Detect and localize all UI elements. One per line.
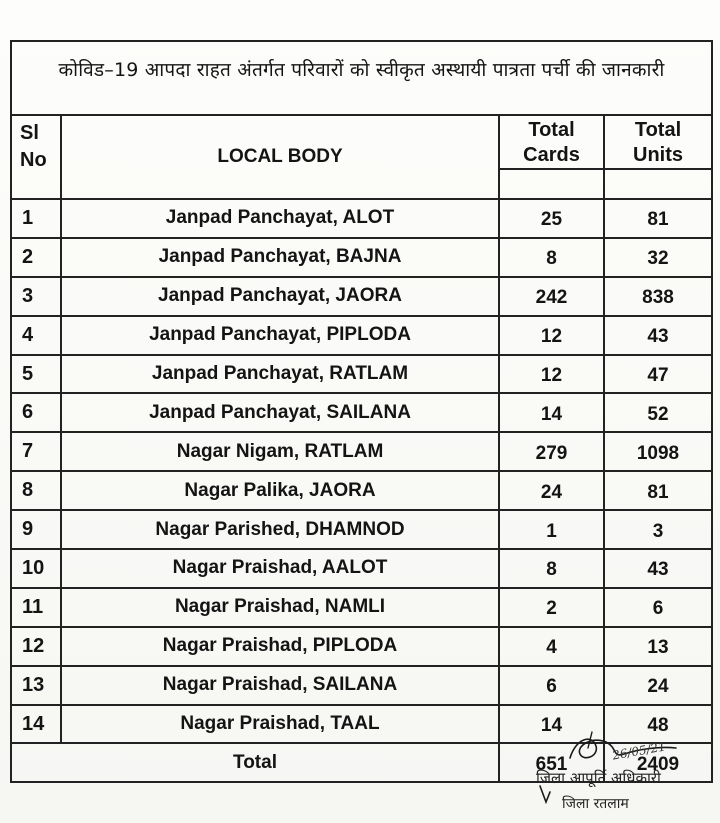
cell-units: 838: [604, 277, 711, 316]
table-row: [12, 510, 711, 549]
table-row: [12, 277, 711, 316]
cell-units: 6: [604, 588, 711, 627]
header-sl-no: [12, 116, 61, 199]
table-row: [12, 432, 711, 471]
cell-local-body: Nagar Palika, JAORA: [61, 471, 499, 510]
cell-local-body: Janpad Panchayat, ALOT: [61, 199, 499, 238]
table-row: [12, 393, 711, 432]
cell-local-body: Janpad Panchayat, BAJNA: [61, 238, 499, 277]
header-sl-line2: No: [20, 149, 47, 171]
cell-cards: 242: [499, 277, 604, 316]
table-row: [12, 355, 711, 394]
table-row: [12, 627, 711, 666]
cell-units: 43: [604, 316, 711, 355]
cell-cards: 8: [499, 238, 604, 277]
cell-local-body: Nagar Parished, DHAMNOD: [61, 510, 499, 549]
cell-cards: 8: [499, 549, 604, 588]
header-total-cards: [499, 116, 604, 199]
cell-units: 3: [604, 510, 711, 549]
total-label: Total: [12, 743, 499, 781]
cell-local-body: Janpad Panchayat, JAORA: [61, 277, 499, 316]
total-units: 2409: [604, 743, 711, 781]
signature-office: जिला रतलाम: [562, 796, 629, 812]
cell-local-body: Janpad Panchayat, PIPLODA: [61, 316, 499, 355]
cell-cards: 12: [499, 316, 604, 355]
cell-sl: 13: [12, 666, 61, 705]
header-units-line1: Total: [634, 119, 682, 141]
header-cards-line1: Total: [528, 119, 575, 141]
table-row: [12, 199, 711, 238]
cell-sl: 2: [12, 238, 61, 277]
cell-sl: 1: [12, 199, 61, 238]
cell-units: 13: [604, 627, 711, 666]
cell-sl: 9: [12, 510, 61, 549]
table-row: [12, 238, 711, 277]
cell-local-body: Nagar Praishad, AALOT: [61, 549, 499, 588]
signature-designation: जिला आपूर्ति अधिकारी: [536, 769, 661, 787]
local-body-table: [12, 116, 711, 781]
cell-cards: 6: [499, 666, 604, 705]
signature-block: [500, 728, 700, 818]
table-row: [12, 549, 711, 588]
cell-cards: 24: [499, 471, 604, 510]
data-table-container: [10, 40, 713, 783]
cell-sl: 4: [12, 316, 61, 355]
table-row: [12, 471, 711, 510]
cell-local-body: Nagar Praishad, SAILANA: [61, 666, 499, 705]
cell-units: 81: [604, 199, 711, 238]
table-row: [12, 316, 711, 355]
header-units-line2: Units: [633, 144, 683, 166]
cell-cards: 2: [499, 588, 604, 627]
cell-units: 24: [604, 666, 711, 705]
cell-sl: 6: [12, 393, 61, 432]
cell-sl: 8: [12, 471, 61, 510]
signature-date: 26/05/21: [611, 739, 667, 763]
cell-local-body: Nagar Praishad, NAMLI: [61, 588, 499, 627]
document-title: कोविड–19 आपदा राहत अंतर्गत परिवारों को स्वीकृत अस्थायी पात्रता पर्ची की जानकारी: [12, 42, 711, 116]
cell-units: 32: [604, 238, 711, 277]
header-cards-line2: Cards: [523, 144, 580, 166]
cell-units: 1098: [604, 432, 711, 471]
table-row: [12, 588, 711, 627]
cell-units: 81: [604, 471, 711, 510]
cell-sl: 12: [12, 627, 61, 666]
cell-sl: 11: [12, 588, 61, 627]
cell-cards: 14: [499, 705, 604, 744]
cell-sl: 7: [12, 432, 61, 471]
cell-local-body: Janpad Panchayat, SAILANA: [61, 393, 499, 432]
cell-units: 43: [604, 549, 711, 588]
cell-local-body: Nagar Praishad, PIPLODA: [61, 627, 499, 666]
header-total-units: [604, 116, 711, 199]
cell-units: 52: [604, 393, 711, 432]
total-cards: 651: [499, 743, 604, 781]
cell-cards: 4: [499, 627, 604, 666]
table-row: [12, 666, 711, 705]
cell-sl: 5: [12, 355, 61, 394]
header-sl-line1: Sl: [20, 122, 39, 144]
cell-local-body: Janpad Panchayat, RATLAM: [61, 355, 499, 394]
cell-sl: 14: [12, 705, 61, 744]
cell-local-body: Nagar Praishad, TAAL: [61, 705, 499, 744]
cell-cards: 279: [499, 432, 604, 471]
cell-cards: 12: [499, 355, 604, 394]
cell-cards: 14: [499, 393, 604, 432]
cell-cards: 1: [499, 510, 604, 549]
cell-units: 47: [604, 355, 711, 394]
cell-local-body: Nagar Nigam, RATLAM: [61, 432, 499, 471]
cell-sl: 3: [12, 277, 61, 316]
cell-sl: 10: [12, 549, 61, 588]
cell-cards: 25: [499, 199, 604, 238]
header-row: [12, 116, 711, 199]
cell-units: 48: [604, 705, 711, 744]
header-local-body: LOCAL BODY: [61, 116, 499, 199]
